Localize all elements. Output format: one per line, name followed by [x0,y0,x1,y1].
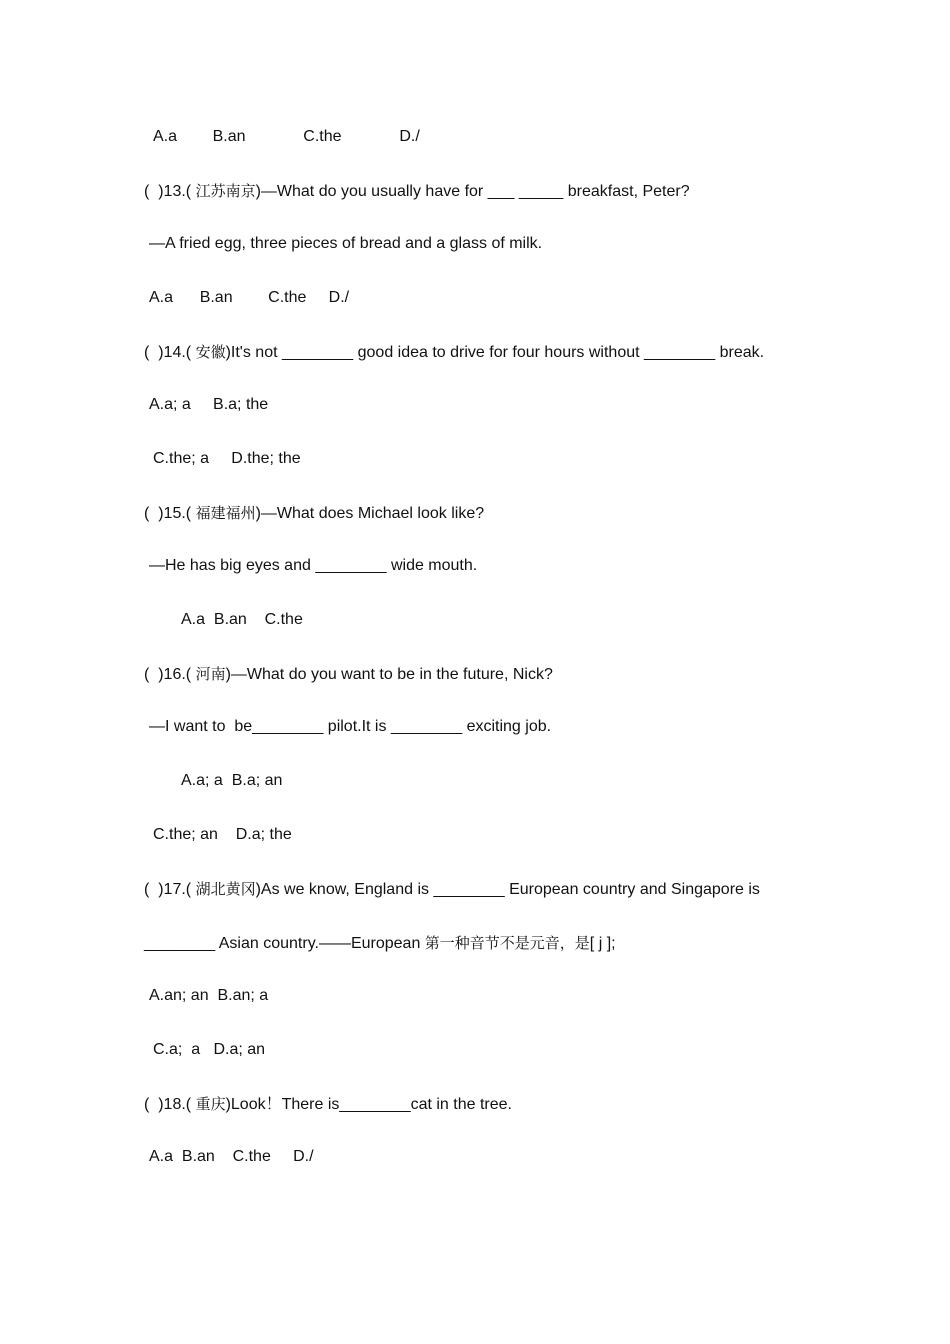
options-q15: A.a B.an C.the [181,611,303,628]
q17-note: 第一种音节不是元音，是 [424,934,590,952]
question-16 [144,664,553,685]
q18-prefix: ( )18.( [144,1096,196,1113]
options-q16-cd: C.the; an D.a; the [153,826,292,843]
q17-source: 湖北黄冈 [195,880,256,898]
q13-source: 江苏南京 [195,182,256,200]
question-18 [144,1094,512,1115]
options-q17-ab: A.an; an B.an; a [149,987,269,1004]
q15-answer-line: —He has big eyes and ________ wide mouth. [149,557,478,574]
q13-prefix: ( )13.( [144,183,196,200]
q18-source: 重庆 [195,1095,226,1113]
q15-text: )—What does Michael look like? [255,505,485,522]
options-q12: A.a B.an C.the D./ [153,128,420,145]
q17-cont-text: ________ Asian country.——European [144,935,425,952]
question-14 [144,342,764,363]
options-q18: A.a B.an C.the D./ [149,1148,314,1165]
options-q13: A.a B.an C.the D./ [149,289,350,306]
question-13 [144,181,690,202]
q16-answer-line: —I want to be________ pilot.It is ________ exciting job. [149,718,552,735]
q17-text: )As we know, England is ________ European country and Singapore is [255,881,760,898]
options-q17-cd: C.a; a D.a; an [153,1041,266,1058]
q14-source: 安徽 [195,343,226,361]
q14-text: )It's not ________ good idea to drive for four hours without ________ break. [225,344,765,361]
q13-answer-line: —A fried egg, three pieces of bread and a glass of milk. [149,235,543,252]
q16-text: )—What do you want to be in the future, Nick? [225,666,553,683]
options-q16-ab: A.a; a B.a; an [181,772,283,789]
q16-prefix: ( )16.( [144,666,196,683]
q18-text: )Look！There is________cat in the tree. [225,1096,512,1113]
question-17 [144,879,760,900]
q16-source: 河南 [195,665,226,683]
q15-prefix: ( )15.( [144,505,196,522]
q15-source: 福建福州 [195,504,256,522]
question-15 [144,503,484,524]
q17-prefix: ( )17.( [144,881,196,898]
options-q14-ab: A.a; a B.a; the [149,396,269,413]
q14-prefix: ( )14.( [144,344,196,361]
q13-text: )—What do you usually have for ___ _____ breakfast, Peter? [255,183,690,200]
q17-phonetic: [ j ]; [589,935,616,952]
options-q14-cd: C.the; a D.the; the [153,450,301,467]
q17-continuation [144,933,616,954]
